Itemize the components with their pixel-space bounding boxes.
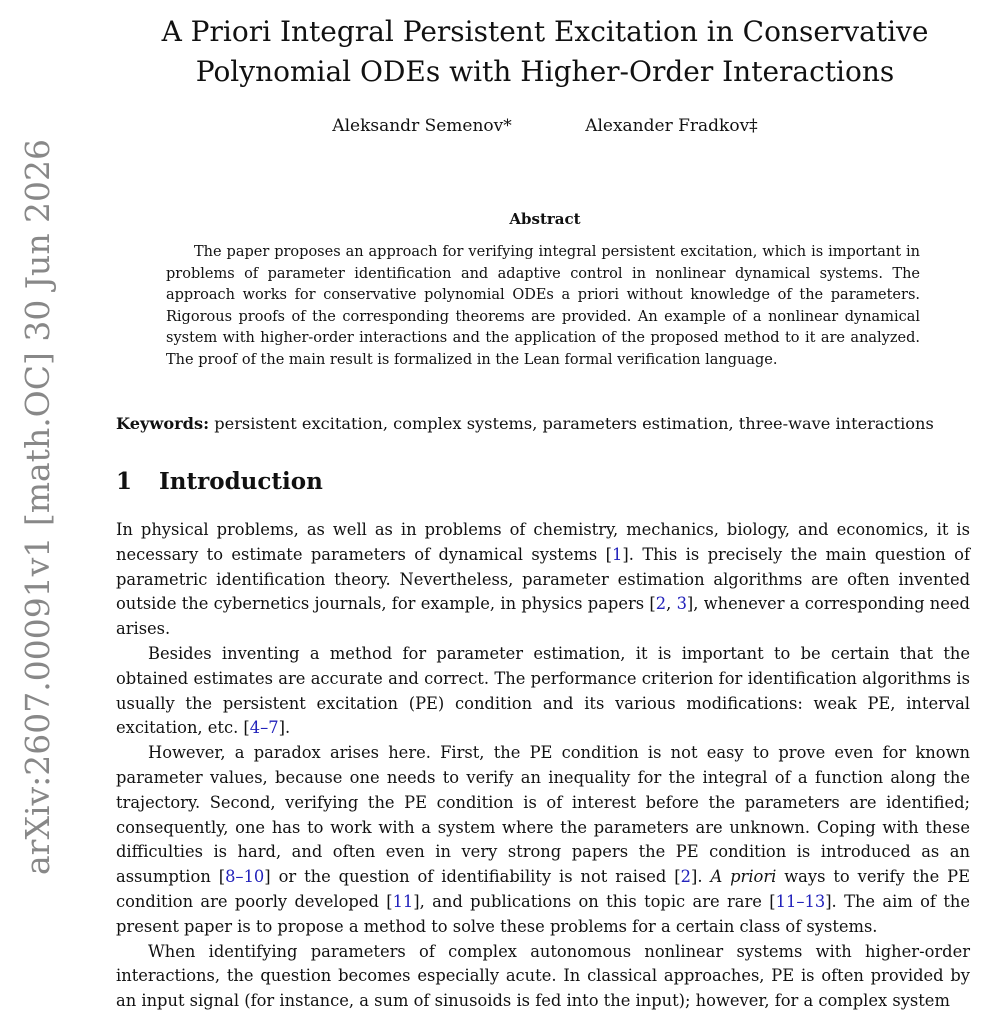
paragraph-4: [116, 940, 970, 1014]
text-run: ], and publications on this topic are rare [: [413, 891, 776, 911]
text-run: ].: [690, 867, 711, 887]
arxiv-side-stamp: [18, 138, 58, 875]
body-text: [116, 518, 970, 1014]
citation-link[interactable]: 4–7: [249, 718, 279, 738]
citation-link[interactable]: 11: [392, 891, 414, 911]
section-number: 1: [116, 468, 133, 495]
paper-title: [150, 12, 940, 92]
citation-link[interactable]: 2: [655, 594, 667, 614]
title-line-2: Polynomial ODEs with Higher-Order Interactions: [195, 55, 895, 88]
citation-link[interactable]: 11–13: [775, 891, 826, 911]
text-run: ].: [278, 718, 291, 738]
emphasis-a-priori: A priori: [710, 867, 777, 887]
text-run: ], whenever a corresponding need arises.: [116, 594, 970, 639]
paragraph-3: [116, 741, 970, 939]
citation-link[interactable]: 1: [612, 544, 623, 564]
section-heading: [116, 468, 323, 495]
paragraph-2: [116, 642, 970, 741]
author-1: Aleksandr Semenov*: [332, 116, 512, 136]
text-run: ,: [666, 594, 677, 614]
citation-link[interactable]: 8–10: [225, 867, 265, 887]
author-2: Alexander Fradkov‡: [585, 116, 758, 136]
keywords-text: persistent excitation, complex systems, parameters estimation, three-wave interactions: [214, 414, 934, 433]
abstract-heading: Abstract: [509, 210, 581, 228]
citation-link[interactable]: 2: [680, 867, 691, 887]
text-run: However, a paradox arises here. First, the PE condition is not easy to prove even for known parameter values, because one needs to verify an inequality for the integral of a function along the trajectory. Second, verifying the PE condition is of interest before the parameters are identified; consequently, one has to work with a system where the parameters are unknown. Coping with these difficulties is hard, and often even in very strong papers the PE condition is introduced as an assumption [: [116, 743, 970, 887]
title-line-1: A Priori Integral Persistent Excitation in Conservative: [161, 15, 929, 48]
text-run: In physical problems, as well as in problems of chemistry, mechanics, biology, and economics, it is necessary to estimate parameters of dynamical systems [: [116, 520, 970, 564]
abstract-text: The paper proposes an approach for verifying integral persistent excitation, which is important in problems of parameter identification and adaptive control in nonlinear dynamical systems. The approach works for conservative polynomial ODEs a priori without knowledge of the parameters. Rigorous proofs of the corresponding theorems are provided. An example of a nonlinear dynamical system with higher-order interactions and the application of the proposed method to it are analyzed. The proof of the main result is formalized in the Lean formal verification language.: [166, 244, 920, 368]
keywords-label: Keywords:: [116, 414, 210, 433]
text-run: ]. The aim of the present paper is to propose a method to solve these problems for a certain class of systems.: [116, 891, 970, 936]
arxiv-identifier: arXiv:2607.00091v1 [math.OC] 30 Jun 2026: [18, 138, 57, 875]
paragraph-1: [116, 518, 970, 642]
keywords: [116, 412, 976, 436]
author-list: [110, 116, 980, 136]
citation-link[interactable]: 3: [676, 594, 687, 614]
text-run: When identifying parameters of complex autonomous nonlinear systems with higher-order interactions, the question becomes especially acute. In classical approaches, PE is often provided by an input signal (for instance, a sum of sinusoids is fed into the input); however, for a complex system: [116, 941, 970, 1011]
text-run: ] or the question of identifiability is not raised [: [264, 867, 681, 887]
text-run: Besides inventing a method for parameter estimation, it is important to be certain that the obtained estimates are accurate and correct. The performance criterion for identification algorithms is usually the persistent excitation (PE) condition and its various modifications: weak PE, interval excitation, etc. [: [116, 643, 970, 738]
text-run: ]. This is precisely the main question of parametric identification theory. Nevertheless, parameter estimation algorithms are often invented outside the cybernetics journals, for example, in physics papers [: [116, 544, 970, 614]
section-title: Introduction: [159, 468, 323, 495]
text-run: ways to verify the PE condition are poorly developed [: [116, 867, 971, 911]
